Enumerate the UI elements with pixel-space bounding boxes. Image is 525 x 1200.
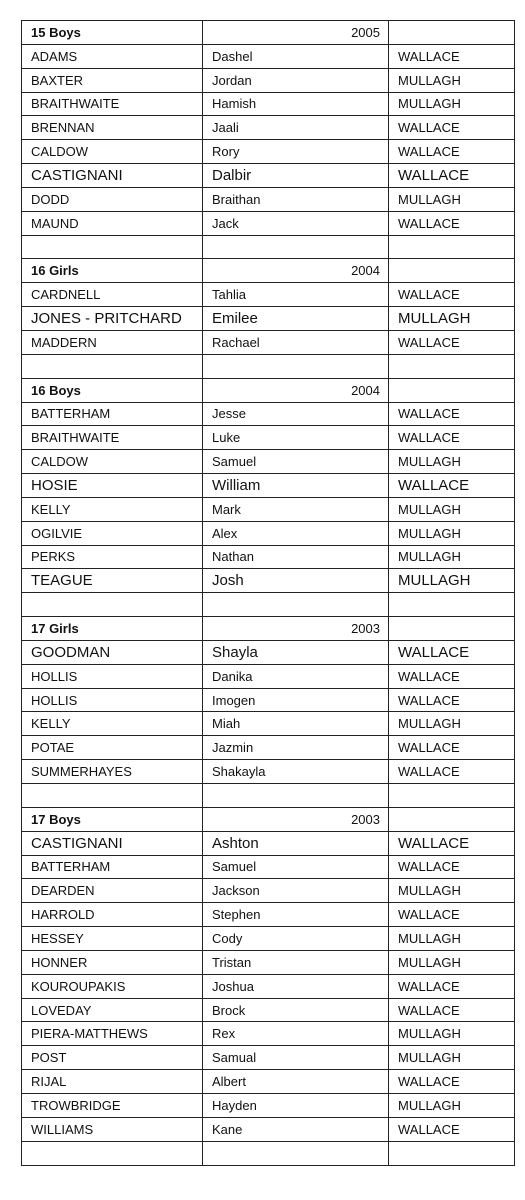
first-name-cell: Jesse (203, 402, 389, 426)
house-cell: MULLAGH (389, 92, 515, 116)
section-group-label: 17 Girls (22, 617, 203, 641)
table-row (22, 974, 515, 998)
house-cell: WALLACE (389, 1117, 515, 1141)
table-row (22, 426, 515, 450)
section-header-row (22, 807, 515, 831)
empty-cell (22, 593, 203, 617)
first-name-cell: Tahlia (203, 283, 389, 307)
table-row (22, 545, 515, 569)
section-group-label: 17 Boys (22, 807, 203, 831)
first-name-cell: Luke (203, 426, 389, 450)
surname-cell: CALDOW (22, 450, 203, 474)
house-cell: WALLACE (389, 474, 515, 498)
section-year: 2003 (203, 617, 389, 641)
surname-cell: BRAITHWAITE (22, 92, 203, 116)
house-cell: WALLACE (389, 736, 515, 760)
table-row (22, 450, 515, 474)
table-row (22, 1093, 515, 1117)
house-cell: WALLACE (389, 140, 515, 164)
first-name-cell: Danika (203, 664, 389, 688)
surname-cell: HOSIE (22, 474, 203, 498)
section-group-label: 16 Girls (22, 259, 203, 283)
empty-cell (22, 235, 203, 259)
surname-cell: CARDNELL (22, 283, 203, 307)
first-name-cell: Imogen (203, 688, 389, 712)
house-cell: WALLACE (389, 116, 515, 140)
table-row (22, 474, 515, 498)
house-cell: WALLACE (389, 855, 515, 879)
first-name-cell: Shayla (203, 640, 389, 664)
first-name-cell: Cody (203, 927, 389, 951)
table-row (22, 92, 515, 116)
house-cell: WALLACE (389, 974, 515, 998)
empty-cell (22, 1141, 203, 1165)
house-cell: WALLACE (389, 664, 515, 688)
house-cell: MULLAGH (389, 187, 515, 211)
table-row (22, 140, 515, 164)
surname-cell: TEAGUE (22, 569, 203, 593)
table-row (22, 569, 515, 593)
house-cell: MULLAGH (389, 521, 515, 545)
table-row (22, 950, 515, 974)
section-year: 2004 (203, 378, 389, 402)
surname-cell: HESSEY (22, 927, 203, 951)
team-list-body (22, 21, 515, 1166)
empty-cell (389, 235, 515, 259)
table-row (22, 330, 515, 354)
first-name-cell: Samuel (203, 855, 389, 879)
empty-cell (203, 235, 389, 259)
table-row (22, 402, 515, 426)
empty-cell (389, 807, 515, 831)
first-name-cell: Hayden (203, 1093, 389, 1117)
first-name-cell: Jackson (203, 879, 389, 903)
surname-cell: GOODMAN (22, 640, 203, 664)
first-name-cell: Dalbir (203, 164, 389, 188)
surname-cell: WILLIAMS (22, 1117, 203, 1141)
surname-cell: CASTIGNANI (22, 831, 203, 855)
table-row (22, 927, 515, 951)
surname-cell: HARROLD (22, 903, 203, 927)
first-name-cell: Brock (203, 998, 389, 1022)
table-row (22, 1046, 515, 1070)
surname-cell: SUMMERHAYES (22, 760, 203, 784)
table-row (22, 116, 515, 140)
surname-cell: JONES - PRITCHARD (22, 307, 203, 331)
first-name-cell: Jaali (203, 116, 389, 140)
table-row (22, 736, 515, 760)
table-row (22, 307, 515, 331)
first-name-cell: Tristan (203, 950, 389, 974)
first-name-cell: Nathan (203, 545, 389, 569)
house-cell: WALLACE (389, 1070, 515, 1094)
house-cell: WALLACE (389, 688, 515, 712)
empty-cell (203, 784, 389, 808)
empty-cell (22, 354, 203, 378)
section-group-label: 16 Boys (22, 378, 203, 402)
empty-cell (389, 593, 515, 617)
house-cell: MULLAGH (389, 950, 515, 974)
house-cell: MULLAGH (389, 450, 515, 474)
section-header-row (22, 378, 515, 402)
surname-cell: CASTIGNANI (22, 164, 203, 188)
surname-cell: TROWBRIDGE (22, 1093, 203, 1117)
house-cell: MULLAGH (389, 879, 515, 903)
house-cell: WALLACE (389, 903, 515, 927)
first-name-cell: Hamish (203, 92, 389, 116)
empty-cell (389, 617, 515, 641)
surname-cell: KOUROUPAKIS (22, 974, 203, 998)
empty-cell (389, 354, 515, 378)
empty-cell (389, 21, 515, 45)
spacer-row (22, 1141, 515, 1165)
first-name-cell: Samual (203, 1046, 389, 1070)
house-cell: MULLAGH (389, 712, 515, 736)
first-name-cell: Mark (203, 497, 389, 521)
table-row (22, 1117, 515, 1141)
first-name-cell: Stephen (203, 903, 389, 927)
table-row (22, 164, 515, 188)
surname-cell: POTAE (22, 736, 203, 760)
house-cell: WALLACE (389, 330, 515, 354)
section-year: 2003 (203, 807, 389, 831)
section-header-row (22, 259, 515, 283)
first-name-cell: Albert (203, 1070, 389, 1094)
surname-cell: DEARDEN (22, 879, 203, 903)
surname-cell: BRAITHWAITE (22, 426, 203, 450)
house-cell: MULLAGH (389, 1046, 515, 1070)
first-name-cell: Dashel (203, 44, 389, 68)
table-row (22, 903, 515, 927)
section-header-row (22, 21, 515, 45)
section-group-label: 15 Boys (22, 21, 203, 45)
house-cell: MULLAGH (389, 545, 515, 569)
surname-cell: OGILVIE (22, 521, 203, 545)
first-name-cell: Kane (203, 1117, 389, 1141)
first-name-cell: Ashton (203, 831, 389, 855)
house-cell: WALLACE (389, 283, 515, 307)
table-row (22, 211, 515, 235)
table-row (22, 640, 515, 664)
surname-cell: DODD (22, 187, 203, 211)
table-row (22, 998, 515, 1022)
house-cell: MULLAGH (389, 927, 515, 951)
first-name-cell: Shakayla (203, 760, 389, 784)
empty-cell (203, 354, 389, 378)
house-cell: WALLACE (389, 402, 515, 426)
surname-cell: KELLY (22, 712, 203, 736)
table-row (22, 760, 515, 784)
table-row (22, 855, 515, 879)
house-cell: MULLAGH (389, 307, 515, 331)
house-cell: WALLACE (389, 760, 515, 784)
first-name-cell: Rory (203, 140, 389, 164)
section-year: 2005 (203, 21, 389, 45)
spacer-row (22, 784, 515, 808)
first-name-cell: Jordan (203, 68, 389, 92)
house-cell: WALLACE (389, 44, 515, 68)
table-row (22, 664, 515, 688)
empty-cell (389, 784, 515, 808)
surname-cell: BATTERHAM (22, 402, 203, 426)
first-name-cell: Jazmin (203, 736, 389, 760)
surname-cell: BATTERHAM (22, 855, 203, 879)
table-row (22, 879, 515, 903)
spacer-row (22, 235, 515, 259)
house-cell: MULLAGH (389, 497, 515, 521)
section-header-row (22, 617, 515, 641)
house-cell: WALLACE (389, 998, 515, 1022)
house-cell: MULLAGH (389, 569, 515, 593)
table-row (22, 1022, 515, 1046)
empty-cell (22, 784, 203, 808)
spacer-row (22, 593, 515, 617)
empty-cell (203, 1141, 389, 1165)
first-name-cell: Rachael (203, 330, 389, 354)
first-name-cell: Miah (203, 712, 389, 736)
table-row (22, 1070, 515, 1094)
surname-cell: PIERA-MATTHEWS (22, 1022, 203, 1046)
surname-cell: BRENNAN (22, 116, 203, 140)
table-row (22, 688, 515, 712)
surname-cell: MADDERN (22, 330, 203, 354)
table-row (22, 497, 515, 521)
house-cell: WALLACE (389, 426, 515, 450)
first-name-cell: Emilee (203, 307, 389, 331)
table-row (22, 712, 515, 736)
house-cell: WALLACE (389, 640, 515, 664)
spacer-row (22, 354, 515, 378)
surname-cell: RIJAL (22, 1070, 203, 1094)
table-row (22, 187, 515, 211)
first-name-cell: Josh (203, 569, 389, 593)
house-cell: MULLAGH (389, 1093, 515, 1117)
surname-cell: CALDOW (22, 140, 203, 164)
surname-cell: ADAMS (22, 44, 203, 68)
empty-cell (389, 378, 515, 402)
surname-cell: HOLLIS (22, 688, 203, 712)
table-row (22, 521, 515, 545)
team-list-table (21, 20, 515, 1166)
surname-cell: LOVEDAY (22, 998, 203, 1022)
table-row (22, 44, 515, 68)
table-row (22, 68, 515, 92)
section-year: 2004 (203, 259, 389, 283)
surname-cell: MAUND (22, 211, 203, 235)
surname-cell: HONNER (22, 950, 203, 974)
house-cell: MULLAGH (389, 1022, 515, 1046)
surname-cell: POST (22, 1046, 203, 1070)
table-row (22, 831, 515, 855)
surname-cell: HOLLIS (22, 664, 203, 688)
first-name-cell: Samuel (203, 450, 389, 474)
empty-cell (203, 593, 389, 617)
first-name-cell: Rex (203, 1022, 389, 1046)
house-cell: WALLACE (389, 831, 515, 855)
first-name-cell: Joshua (203, 974, 389, 998)
table-row (22, 283, 515, 307)
house-cell: MULLAGH (389, 68, 515, 92)
surname-cell: PERKS (22, 545, 203, 569)
first-name-cell: Braithan (203, 187, 389, 211)
first-name-cell: William (203, 474, 389, 498)
house-cell: WALLACE (389, 211, 515, 235)
first-name-cell: Alex (203, 521, 389, 545)
house-cell: WALLACE (389, 164, 515, 188)
first-name-cell: Jack (203, 211, 389, 235)
surname-cell: BAXTER (22, 68, 203, 92)
empty-cell (389, 1141, 515, 1165)
surname-cell: KELLY (22, 497, 203, 521)
empty-cell (389, 259, 515, 283)
